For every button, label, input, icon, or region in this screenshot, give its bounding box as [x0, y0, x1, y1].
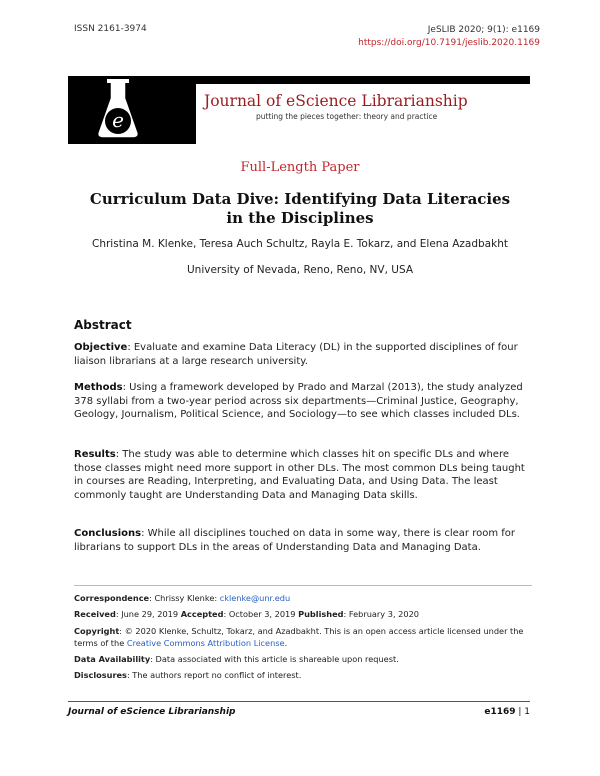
- accepted-label: Accepted: [180, 609, 224, 619]
- copyright-text: : © 2020 Klenke, Schultz, Tokarz, and Azadbakht. This is an open access article licensed under the terms of the: [74, 626, 524, 648]
- journal-logo: [68, 76, 196, 144]
- results-label: Results: [74, 449, 116, 460]
- meta-divider: [74, 585, 532, 586]
- availability-text: : Data associated with this article is shareable upon request.: [150, 654, 399, 664]
- footer-page-number: 1: [524, 707, 530, 717]
- abstract-conclusions: [74, 527, 532, 554]
- abstract-methods: [74, 381, 532, 422]
- results-text: : The study was able to determine which classes hit on specific DLs and where those classes might need more support in other DLs. The most common DLs being taught in courses are Reading, Interpreting, and Evaluating Data, and Using Data. The least commonly taught are Understanding Data and Managing Data skills.: [74, 449, 525, 501]
- correspondence: [74, 593, 532, 605]
- published-text: : February 3, 2020: [343, 609, 419, 619]
- dates: [74, 609, 532, 621]
- citation-block: [358, 24, 540, 50]
- flask-icon: [68, 76, 196, 144]
- disclosures: [74, 670, 532, 682]
- title-line-1: Curriculum Data Dive: Identifying Data Literacies: [89, 190, 511, 208]
- citation: JeSLIB 2020; 9(1): e1169: [427, 25, 540, 35]
- received-text: : June 29, 2019: [115, 609, 181, 619]
- doi-link[interactable]: https://doi.org/10.7191/jeslib.2020.1169: [358, 38, 540, 48]
- received-label: Received: [74, 609, 116, 619]
- abstract-objective: [74, 341, 532, 368]
- license-link[interactable]: Creative Commons Attribution License: [126, 637, 285, 648]
- authors: Christina M. Klenke, Teresa Auch Schultz, Rayla E. Tokarz, and Elena Azadbakht: [92, 238, 508, 250]
- footer-page-info: [484, 707, 530, 717]
- disclosures-label: Disclosures: [74, 670, 127, 680]
- journal-name: Journal of eScience Librarianship: [204, 92, 468, 110]
- objective-label: Objective: [74, 342, 128, 353]
- correspondence-email-link[interactable]: cklenke@unr.edu: [219, 593, 291, 603]
- footer-journal: Journal of eScience Librarianship: [68, 707, 236, 717]
- methods-label: Methods: [74, 382, 123, 393]
- affiliation: University of Nevada, Reno, Reno, NV, USA: [186, 264, 414, 276]
- disclosures-text: : The authors report no conflict of interest.: [126, 670, 302, 680]
- availability-label: Data Availability: [74, 654, 151, 664]
- published-label: Published: [298, 609, 344, 619]
- footer-divider: [68, 701, 530, 702]
- journal-banner: [68, 76, 530, 144]
- abstract-results: [74, 448, 532, 502]
- methods-text: : Using a framework developed by Prado and Marzal (2013), the study analyzed 378 syllabi from a two-year period across six departments—Criminal Justice, Geography, Geology, Journalism, Political Science, and Sociology—to see which classes included DLs.: [74, 382, 523, 421]
- abstract-heading: Abstract: [74, 318, 132, 332]
- correspondence-label: Correspondence: [74, 593, 150, 603]
- journal-tagline: putting the pieces together: theory and practice: [256, 112, 438, 121]
- conclusions-label: Conclusions: [74, 528, 142, 539]
- footer-article-id: e1169: [484, 707, 516, 717]
- article-type: Full-Length Paper: [240, 160, 360, 175]
- issn: ISSN 2161-3974: [74, 24, 147, 34]
- copyright: [74, 626, 532, 649]
- footer-separator: |: [515, 707, 525, 717]
- banner-strip: [196, 76, 530, 84]
- data-availability: [74, 654, 532, 666]
- conclusions-text: : While all disciplines touched on data in some way, there is clear room for librarians to support DLs in the areas of Understanding Data and Managing Data.: [74, 528, 515, 553]
- svg-text:e: e: [112, 108, 124, 132]
- title-line-2: in the Disciplines: [226, 209, 374, 227]
- correspondence-text: : Chrissy Klenke:: [149, 593, 220, 603]
- objective-text: : Evaluate and examine Data Literacy (DL) in the supported disciplines of four liaison librarians at a large research university.: [74, 342, 518, 367]
- accepted-text: : October 3, 2019: [223, 609, 299, 619]
- copyright-label: Copyright: [74, 626, 120, 636]
- article-title: [80, 190, 520, 228]
- copyright-end: .: [284, 637, 288, 648]
